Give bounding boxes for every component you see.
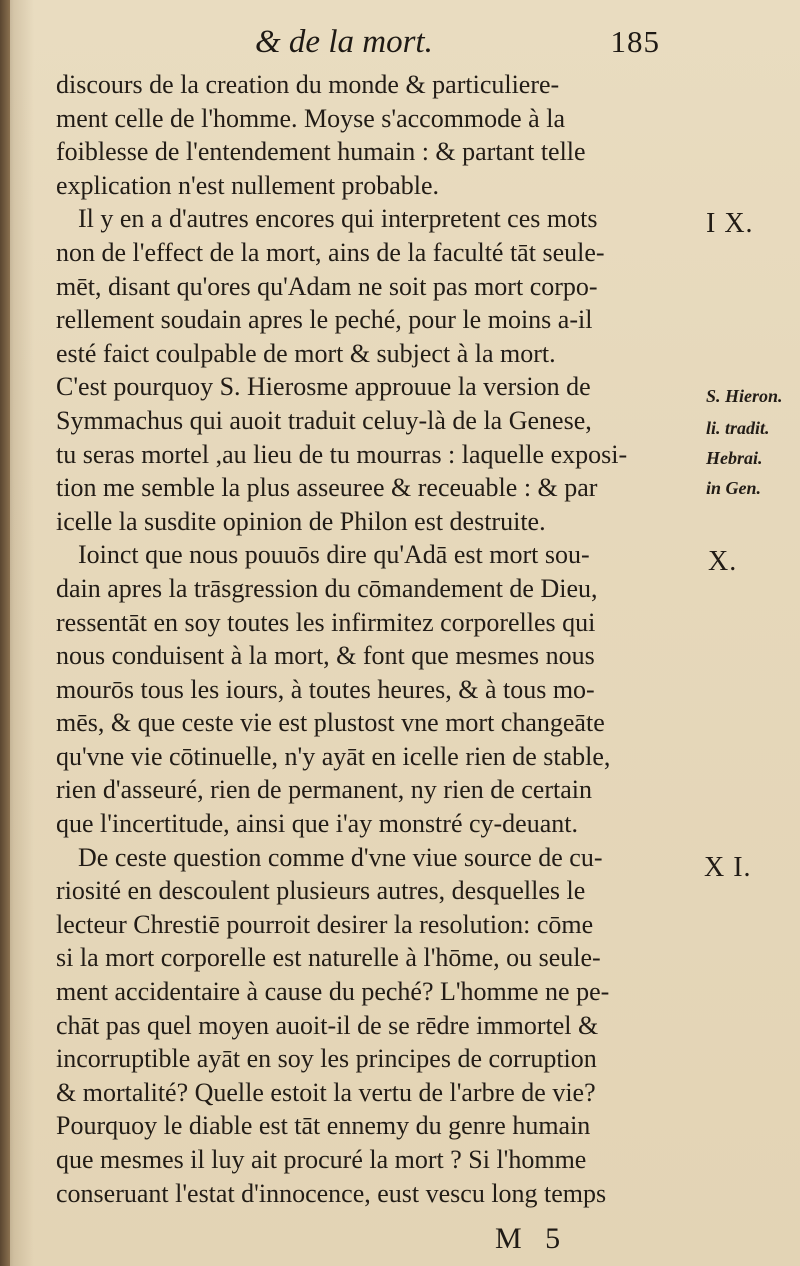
text-line: non de l'effect de la mort, ains de la faculté tāt seule-: [56, 237, 605, 267]
text-line: icelle la susdite opinion de Philon est destruite.: [56, 506, 546, 536]
text-line: De ceste question comme d'vne viue source de cu-: [78, 842, 603, 872]
text-line: & mortalité? Quelle estoit la vertu de l'arbre de vie?: [56, 1077, 596, 1107]
margin-reference: S. Hieron.: [706, 386, 783, 406]
signature-mark: M 5: [495, 1222, 569, 1255]
binding-gutter: [0, 0, 10, 1266]
text-line: que l'incertitude, ainsi que i'ay monstré cy-deuant.: [56, 809, 578, 839]
text-line: Ioinct que nous pouuōs dire qu'Adā est mort sou-: [78, 540, 590, 570]
text-line: qu'vne vie cōtinuelle, n'y ayāt en icelle rien de stable,: [56, 741, 611, 771]
text-line: ressentāt en soy toutes les infirmitez corporelles qui: [56, 607, 596, 637]
margin-reference: in Gen.: [706, 478, 762, 498]
text-line: ment celle de l'homme. Moyse s'accommode à la: [56, 103, 565, 133]
main-text-block: [56, 68, 676, 1210]
text-line: Pourquoy le diable est tāt ennemy du genre humain: [56, 1111, 591, 1141]
text-line: chāt pas quel moyen auoit-il de se rēdre immortel &: [56, 1010, 599, 1040]
text-line: ment accidentaire à cause du peché? L'homme ne pe-: [56, 977, 610, 1007]
text-line: Symmachus qui auoit traduit celuy-là de la Genese,: [56, 405, 592, 435]
text-line: lecteur Chrestiē pourroit desirer la resolution: cōme: [56, 909, 594, 939]
text-line: explication n'est nullement probable.: [56, 170, 440, 200]
text-line: mēs, & que ceste vie est plustost vne mort changeāte: [56, 708, 605, 738]
text-line: dain apres la trāsgression du cōmandement de Dieu,: [56, 573, 598, 603]
running-title: & de la mort.: [255, 24, 433, 60]
text-line: mourōs tous les iours, à toutes heures, & à tous mo-: [56, 674, 595, 704]
text-line: que mesmes il luy ait procuré la mort ? Si l'homme: [56, 1145, 587, 1174]
text-line: discours de la creation du monde & particuliere-: [56, 70, 560, 99]
text-line: C'est pourquoy S. Hierosme approuue la version de: [56, 372, 591, 402]
section-number-x: X.: [708, 546, 738, 577]
page-header: [60, 20, 670, 66]
page-number: 185: [610, 24, 660, 59]
text-line: foiblesse de l'entendement humain : & partant telle: [56, 137, 586, 167]
text-line: tion me semble la plus asseuree & receuable : & par: [56, 473, 598, 503]
text-line: rellement soudain apres le peché, pour le moins a-il: [56, 305, 593, 335]
margin-reference: Hebrai.: [706, 448, 763, 468]
text-line: conseruant l'estat d'innocence, eust vescu long temps: [56, 1178, 607, 1208]
margin-reference: li. tradit.: [706, 418, 770, 438]
text-line: rien d'asseuré, rien de permanent, ny rien de certain: [56, 775, 592, 805]
text-line: incorruptible ayāt en soy les principes de corruption: [56, 1044, 597, 1074]
text-line: Il y en a d'autres encores qui interpretent ces mots: [78, 204, 598, 234]
text-line: riosité en descoulent plusieurs autres, desquelles le: [56, 876, 586, 906]
text-line: si la mort corporelle est naturelle à l'hōme, ou seule-: [56, 943, 601, 973]
section-number-xi: X I.: [704, 852, 752, 883]
section-number-ix: I X.: [706, 208, 754, 239]
text-line: nous conduisent à la mort, & font que mesmes nous: [56, 641, 595, 671]
text-line: mēt, disant qu'ores qu'Adam ne soit pas mort corpo-: [56, 271, 598, 301]
text-line: esté faict coulpable de mort & subject à la mort.: [56, 338, 556, 368]
text-line: tu seras mortel ,au lieu de tu mourras : laquelle exposi-: [56, 439, 628, 469]
